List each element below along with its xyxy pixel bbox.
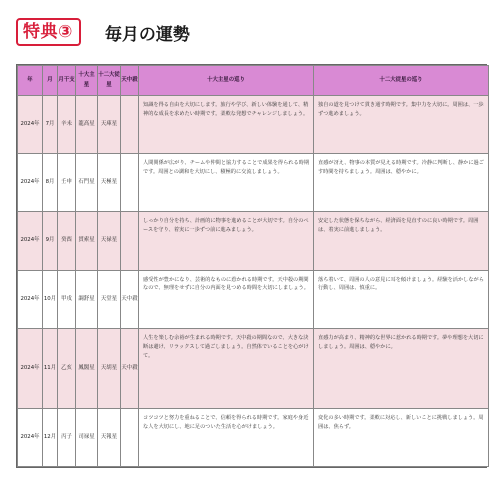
table-header-row [18, 66, 489, 96]
cell-kanshi: 丙子 [58, 408, 76, 466]
page-title: 毎月の運勢 [104, 24, 190, 45]
cell-sub-star: 天堂星 [98, 270, 121, 328]
header-year: 年 [18, 66, 43, 96]
header-month: 月 [43, 66, 58, 96]
cell-tenchusatsu [121, 212, 139, 270]
cell-sub-star: 天庫星 [98, 96, 121, 154]
cell-main-text: しっかり自分を持ち、計画的に物事を進めることが大切です。自分のペースを守り、着実に一歩ずつ前に進みましょう。 [139, 212, 314, 270]
cell-sub-star: 天極星 [98, 154, 121, 212]
bonus-badge: 特典③ [16, 18, 81, 46]
cell-sub-text: 安定した状態を保ちながら、経済面を見直すのに良い時期です。周囲は、着実に前進しましょう。 [314, 212, 489, 270]
cell-kanshi: 壬申 [58, 154, 76, 212]
cell-main-text: コツコツと努力を重ねることで、信頼を得られる時期です。家庭や身近な人を大切にし、地に足のついた生活を心がけましょう。 [139, 408, 314, 466]
cell-year: 2024年 [18, 270, 43, 328]
cell-main-star: 調舒星 [76, 270, 98, 328]
cell-tenchusatsu [121, 154, 139, 212]
cell-sub-text: 直感が冴え、物事の本質が見える時期です。冷静に判断し、静かに過ごす時間を持ちましょう。周囲は、穏やかに。 [314, 154, 489, 212]
page-header [16, 18, 190, 46]
cell-kanshi: 乙亥 [58, 328, 76, 408]
header-tenchusatsu: 天中殺 [121, 66, 139, 96]
header-main-star-cycle: 十大主星の巡り [139, 66, 314, 96]
table-row [18, 328, 489, 408]
cell-sub-text: 独自の道を見つけて貫き通す時期です。集中力を大切に。周囲は、一歩ずつ進めましょう。 [314, 96, 489, 154]
header-sub-star: 十二大従星 [98, 66, 121, 96]
cell-sub-text: 変化の多い時期です。柔軟に対応し、新しいことに挑戦しましょう。周囲は、焦らず。 [314, 408, 489, 466]
cell-kanshi: 甲戌 [58, 270, 76, 328]
header-main-star: 十大主星 [76, 66, 98, 96]
cell-month: 9月 [43, 212, 58, 270]
table-row [18, 96, 489, 154]
cell-year: 2024年 [18, 408, 43, 466]
cell-tenchusatsu [121, 96, 139, 154]
cell-year: 2024年 [18, 212, 43, 270]
cell-main-text: 人間関係が広がり、チームや仲間と協力することで成果を得られる時期です。周囲との調和を大切にし、積極的に交流しましょう。 [139, 154, 314, 212]
fortune-table [16, 64, 487, 468]
cell-sub-star: 天禄星 [98, 212, 121, 270]
cell-month: 11月 [43, 328, 58, 408]
table-row [18, 270, 489, 328]
cell-main-text: 人生を楽しむ余裕が生まれる時期です。天中殺の期間なので、大きな決断は避け、リラックスして過ごしましょう。自然体でいることを心がけて。 [139, 328, 314, 408]
header-sub-star-cycle: 十二大従星の巡り [314, 66, 489, 96]
cell-year: 2024年 [18, 96, 43, 154]
cell-main-star: 鳳閣星 [76, 328, 98, 408]
cell-tenchusatsu: 天中殺 [121, 270, 139, 328]
cell-month: 8月 [43, 154, 58, 212]
cell-kanshi: 癸酉 [58, 212, 76, 270]
cell-main-star: 龍高星 [76, 96, 98, 154]
cell-main-text: 感受性が豊かになり、芸術的なものに惹かれる時期です。天中殺の期間なので、無理をせずに自分の内面を見つめる時間を大切にしましょう。 [139, 270, 314, 328]
cell-main-star: 貫索星 [76, 212, 98, 270]
cell-sub-text: 落ち着いて、周囲の人の意見に耳を傾けましょう。経験を活かしながら行動し、周囲は、慎重に。 [314, 270, 489, 328]
table-row [18, 212, 489, 270]
header-kanshi: 月干支 [58, 66, 76, 96]
cell-year: 2024年 [18, 154, 43, 212]
cell-sub-star: 天胡星 [98, 328, 121, 408]
cell-kanshi: 辛未 [58, 96, 76, 154]
cell-tenchusatsu [121, 408, 139, 466]
cell-main-star: 石門星 [76, 154, 98, 212]
cell-tenchusatsu: 天中殺 [121, 328, 139, 408]
cell-main-text: 知識を得る自由を大切にします。旅行や学び、新しい体験を通して、精神的な成長を求めたい時期です。柔軟な発想でチャレンジしましょう。 [139, 96, 314, 154]
cell-main-star: 司禄星 [76, 408, 98, 466]
table-row [18, 408, 489, 466]
cell-year: 2024年 [18, 328, 43, 408]
cell-sub-star: 天報星 [98, 408, 121, 466]
cell-month: 7月 [43, 96, 58, 154]
table-row [18, 154, 489, 212]
cell-sub-text: 直感力が高まり、精神的な世界に惹かれる時期です。夢や理想を大切にしましょう。周囲は、穏やかに。 [314, 328, 489, 408]
cell-month: 10月 [43, 270, 58, 328]
cell-month: 12月 [43, 408, 58, 466]
